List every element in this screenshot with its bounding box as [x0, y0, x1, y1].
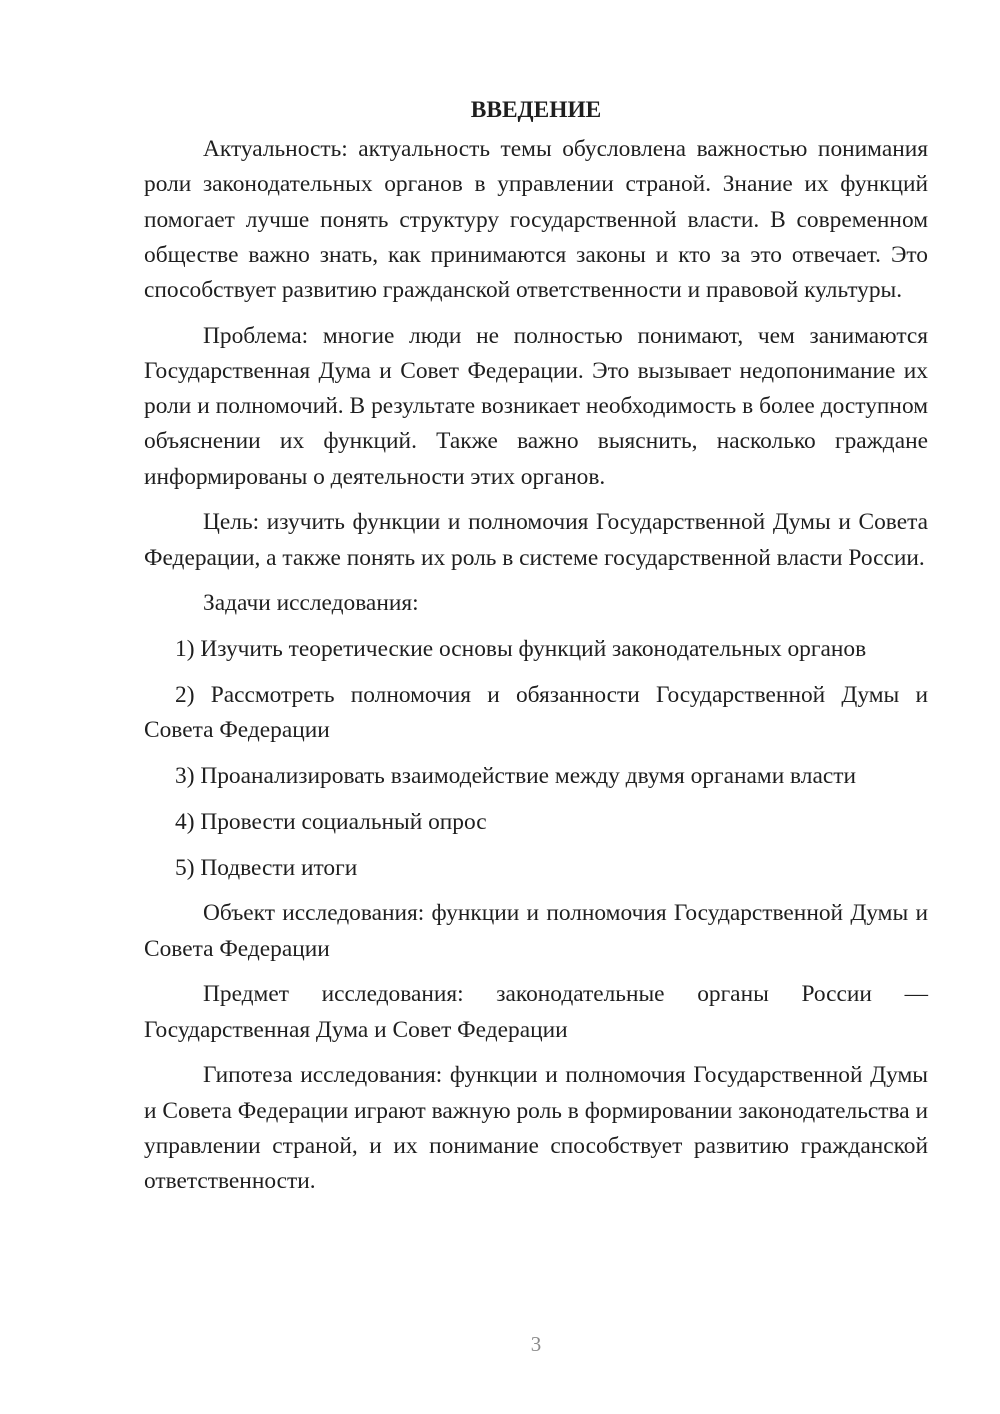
paragraph-relevance: Актуальность: актуальность темы обусловлена важностью понимания роли законодательных органов в управлении страной. Знание их функций помогает лучше понять структуру государственной власти. В современном обществе важно знать, как принимаются законы и кто за это отвечает. Это способствует развитию гражданской ответственности и правовой культуры. — [144, 136, 928, 304]
tasks-list — [144, 632, 928, 886]
paragraph-goal: Цель: изучить функции и полномочия Государственной Думы и Совета Федерации, а также понять их роль в системе государственной власти России. — [144, 509, 928, 571]
page-number: 3 — [530, 1332, 542, 1356]
paragraph-object: Объект исследования: функции и полномочия Государственной Думы и Совета Федерации — [144, 900, 928, 962]
paragraph-problem: Проблема: многие люди не полностью понимают, чем занимаются Государственная Дума и Совет Федерации. Это вызывает недопонимание их роли и полномочий. В результате возникает необходимость в более доступном объяснении их функций. Также важно выяснить, насколько граждане информированы о деятельности этих органов. — [144, 322, 928, 490]
task-item: 3) Проанализировать взаимодействие между двумя органами власти — [175, 763, 856, 790]
task-item: 5) Подвести итоги — [175, 854, 358, 881]
page-body — [144, 93, 928, 1210]
task-item: 1) Изучить теоретические основы функций законодательных органов — [175, 636, 867, 663]
task-item: 4) Провести социальный опрос — [175, 808, 487, 835]
page-title: ВВЕДЕНИЕ — [470, 97, 602, 123]
paragraph-subject: Предмет исследования: законодательные органы России — Государственная Дума и Совет Федерации — [144, 981, 928, 1043]
paragraph-hypothesis: Гипотеза исследования: функции и полномочия Государственной Думы и Совета Федерации играют важную роль в формировании законодательства и управлении страной, и их понимание способствует развитию гражданской ответственности. — [144, 1062, 928, 1195]
task-item: 2) Рассмотреть полномочия и обязанности Государственной Думы и Совета Федерации — [144, 682, 928, 744]
tasks-heading: Задачи исследования: — [203, 590, 419, 617]
